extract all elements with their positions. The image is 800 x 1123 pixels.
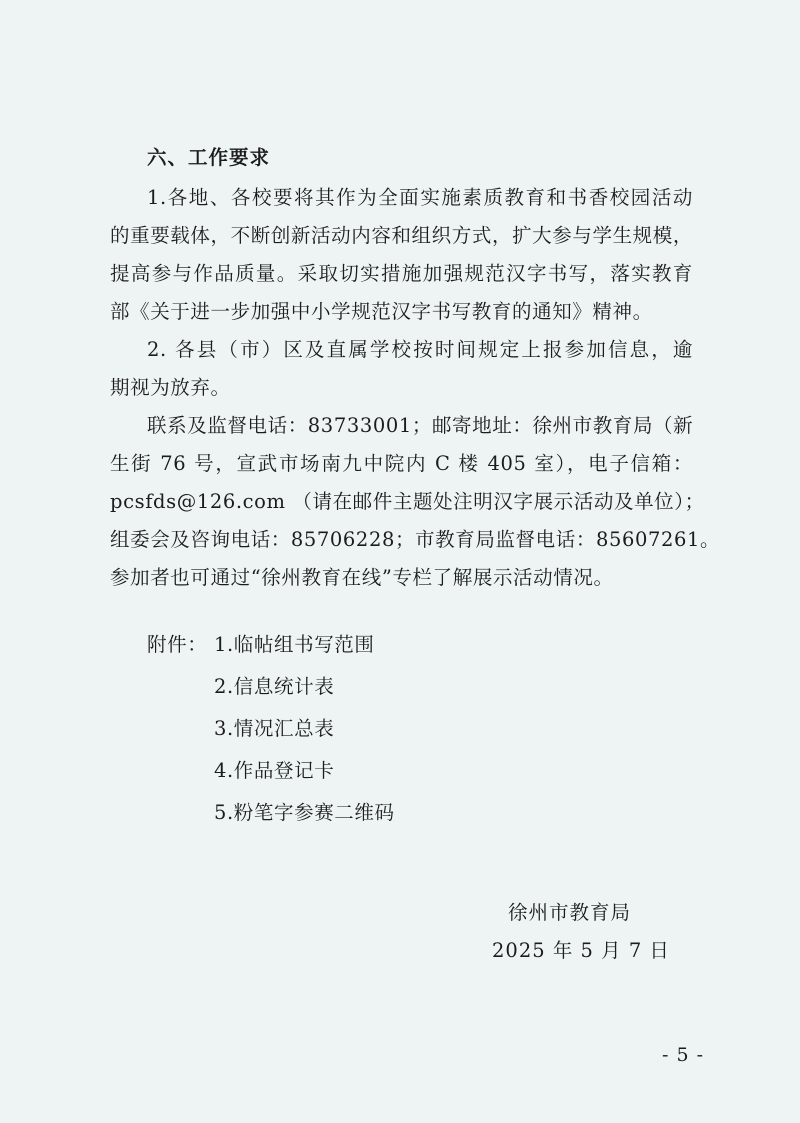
attachment-item: 4.作品登记卡	[214, 759, 335, 782]
signature-date: 2025 年 5 月 7 日	[492, 939, 670, 962]
attachments-label: 附件：	[147, 633, 208, 656]
contact-line-3: pcsfds@126.com （请在邮件主题处注明汉字展示活动及单位）；	[110, 490, 705, 513]
contact-line-4: 组委会及咨询电话：85706228；市教育局监督电话：85607261。	[110, 528, 721, 551]
contact-line-2: 生街 76 号，宣武市场南九中院内 C 楼 405 室），电子信箱：	[110, 452, 693, 475]
para2-line-2: 期视为放弃。	[110, 376, 231, 399]
attachment-item: 5.粉笔字参赛二维码	[214, 801, 395, 824]
contact-line-5: 参加者也可通过“徐州教育在线”专栏了解展示活动情况。	[110, 566, 614, 589]
para1-line-4: 部《关于进一步加强中小学规范汉字书写教育的通知》精神。	[110, 300, 653, 323]
section-heading: 六、工作要求	[147, 146, 271, 169]
page-number: - 5 -	[662, 1044, 705, 1066]
contact-line-1: 联系及监督电话：83733001；邮寄地址：徐州市教育局（新	[147, 414, 694, 437]
attachment-item: 3.情况汇总表	[214, 717, 335, 740]
para1-line-1: 1.各地、各校要将其作为全面实施素质教育和书香校园活动	[147, 186, 693, 209]
para1-line-3: 提高参与作品质量。采取切实措施加强规范汉字书写，落实教育	[110, 262, 693, 285]
para2-line-1: 2. 各县（市）区及直属学校按时间规定上报参加信息，逾	[147, 338, 693, 361]
attachment-item: 2.信息统计表	[214, 675, 335, 698]
signature-org: 徐州市教育局	[508, 901, 632, 924]
para1-line-2: 的重要载体，不断创新活动内容和组织方式，扩大参与学生规模，	[110, 224, 693, 247]
attachment-item: 1.临帖组书写范围	[214, 633, 375, 656]
